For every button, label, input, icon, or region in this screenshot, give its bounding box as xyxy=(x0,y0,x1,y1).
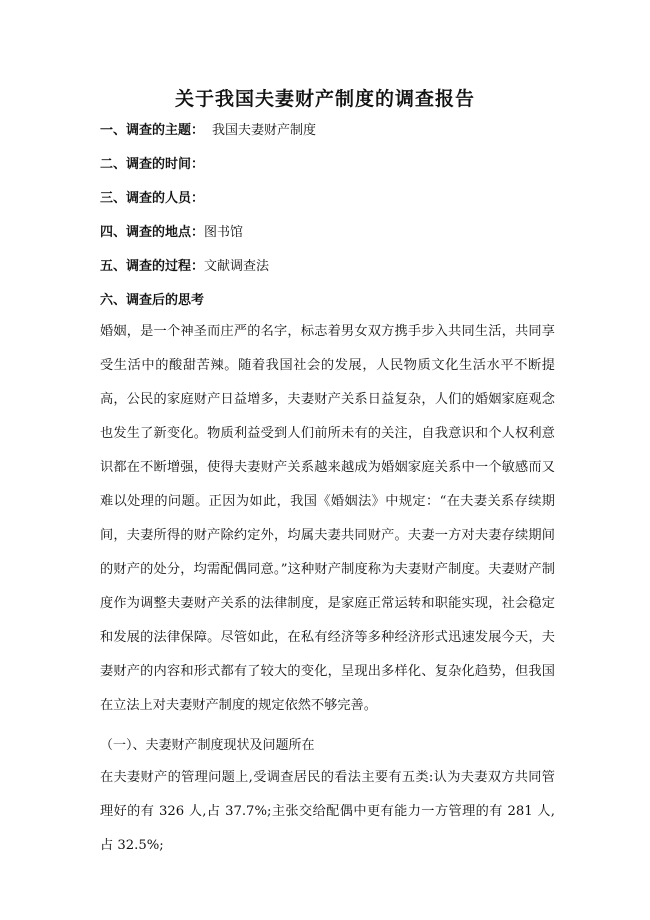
subsection-heading: （一）、夫妻财产制度现状及问题所在 xyxy=(100,738,315,753)
section-value: 文献调查法 xyxy=(204,259,270,274)
section-process xyxy=(100,257,269,277)
section-label: 五、调查的过程： xyxy=(100,259,205,274)
section-place xyxy=(100,223,243,243)
section-topic xyxy=(100,121,316,141)
section-label: 一、调查的主题： xyxy=(100,123,205,138)
section-label: 三、调查的人员： xyxy=(100,191,205,206)
section-label: 四、调查的地点： xyxy=(100,225,205,240)
section-people xyxy=(100,189,204,209)
section-reflection xyxy=(100,291,204,311)
section-value: 图书馆 xyxy=(204,225,244,240)
body-paragraph: 婚姻，是一个神圣而庄严的名字，标志着男女双方携手步入共同生活，共同享受生活中的酸甜苦辣。随着我国社会的发展，人民物质文化生活水平不断提高，公民的家庭财产日益增多，夫妻财产关系日益复杂，人们的婚姻家庭观念也发生了新变化。物质利益受到人们前所未有的关注，自我意识和个人权利意识都在不断增强，使得夫妻财产关系越来越成为婚姻家庭关系中一个敏感而又难以处理的问题。正因为如此，我国《婚姻法》中规定：“在夫妻关系存续期间，夫妻所得的财产除约定外，均属夫妻共同财产。夫妻一方对夫妻存续期间的财产的处分，均需配偶同意。”这种财产制度称为夫妻财产制度。夫妻财产制度作为调整夫妻财产关系的法律制度，是家庭正常运转和职能实现，社会稳定和发展的法律保障。尽管如此，在私有经济等多种经济形式迅速发展今天，夫妻财产的内容和形式都有了较大的变化，呈现出多样化、复杂化趋势，但我国在立法上对夫妻财产制度的规定依然不够完善。 xyxy=(100,324,555,713)
section-time xyxy=(100,155,204,175)
document-title: 关于我国夫妻财产制度的调查报告 xyxy=(174,88,475,110)
section-label: 二、调查的时间： xyxy=(100,157,205,172)
section-label: 六、调查后的思考 xyxy=(100,293,205,308)
body-paragraph: 在夫妻财产的管理问题上,受调查居民的看法主要有五类:认为夫妻双方共同管理好的有 326 人,占 37.7%;主张交给配偶中更有能力一方管理的有 281 人,占 32.5%; xyxy=(100,770,555,853)
section-value: 我国夫妻财产制度 xyxy=(212,123,317,138)
